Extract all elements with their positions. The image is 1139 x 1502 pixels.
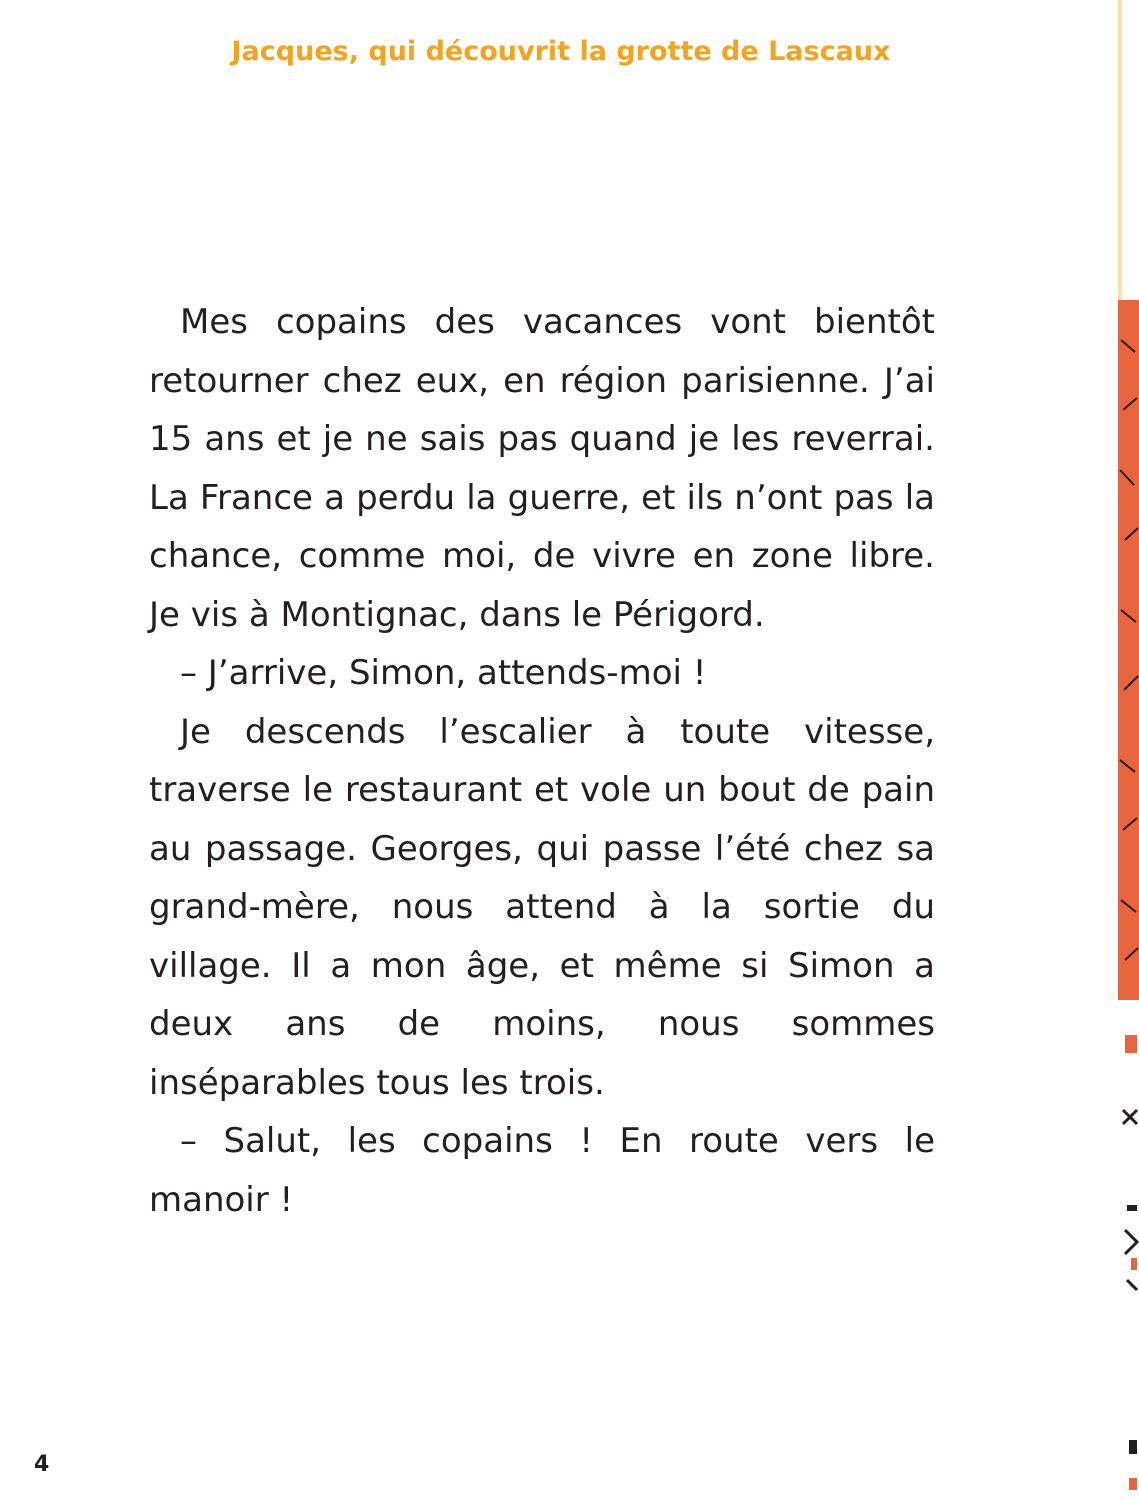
- running-title: Jacques, qui découvrit la grotte de Lascaux: [231, 36, 891, 67]
- paragraph-3: Je descends l’escalier à toute vitesse, traverse le restaurant et vole un bout de pain au passage. Georges, qui passe l’été chez sa grand-mère, nous attend à la sortie du village. Il a mon âge, et même si Simon a deux ans de moins, nous sommes inséparables tous les trois.: [149, 711, 935, 1103]
- paragraph-4: – Salut, les copains ! En route vers le manoir !: [149, 1121, 935, 1220]
- paragraph-2: – J’arrive, Simon, attends-moi !: [180, 653, 707, 693]
- paragraph-1: Mes copains des vacances vont bientôt retourner chez eux, en région parisienne. J’ai 15 ans et je ne sais pas quand je les reverrai. La France a perdu la guerre, et ils n’ont pas la chance, comme moi, de vivre en zone libre. Je vis à Montignac, dans le Périgord.: [149, 302, 935, 635]
- edge-fragment: [1131, 1258, 1137, 1270]
- edge-fragment-cross: [1123, 1110, 1137, 1124]
- edge-fragment: [1129, 1478, 1137, 1490]
- edge-fragment: [1127, 1280, 1137, 1290]
- body-text: [149, 293, 935, 1229]
- edge-yellow-line: [1118, 0, 1122, 300]
- edge-fragment-chevron: [1125, 1230, 1137, 1254]
- edge-fragment: [1127, 1205, 1137, 1211]
- edge-fragment: [1125, 1035, 1137, 1053]
- edge-fragment: [1129, 1440, 1137, 1454]
- edge-illustration: [1117, 0, 1139, 1502]
- page-number: 4: [34, 1452, 50, 1477]
